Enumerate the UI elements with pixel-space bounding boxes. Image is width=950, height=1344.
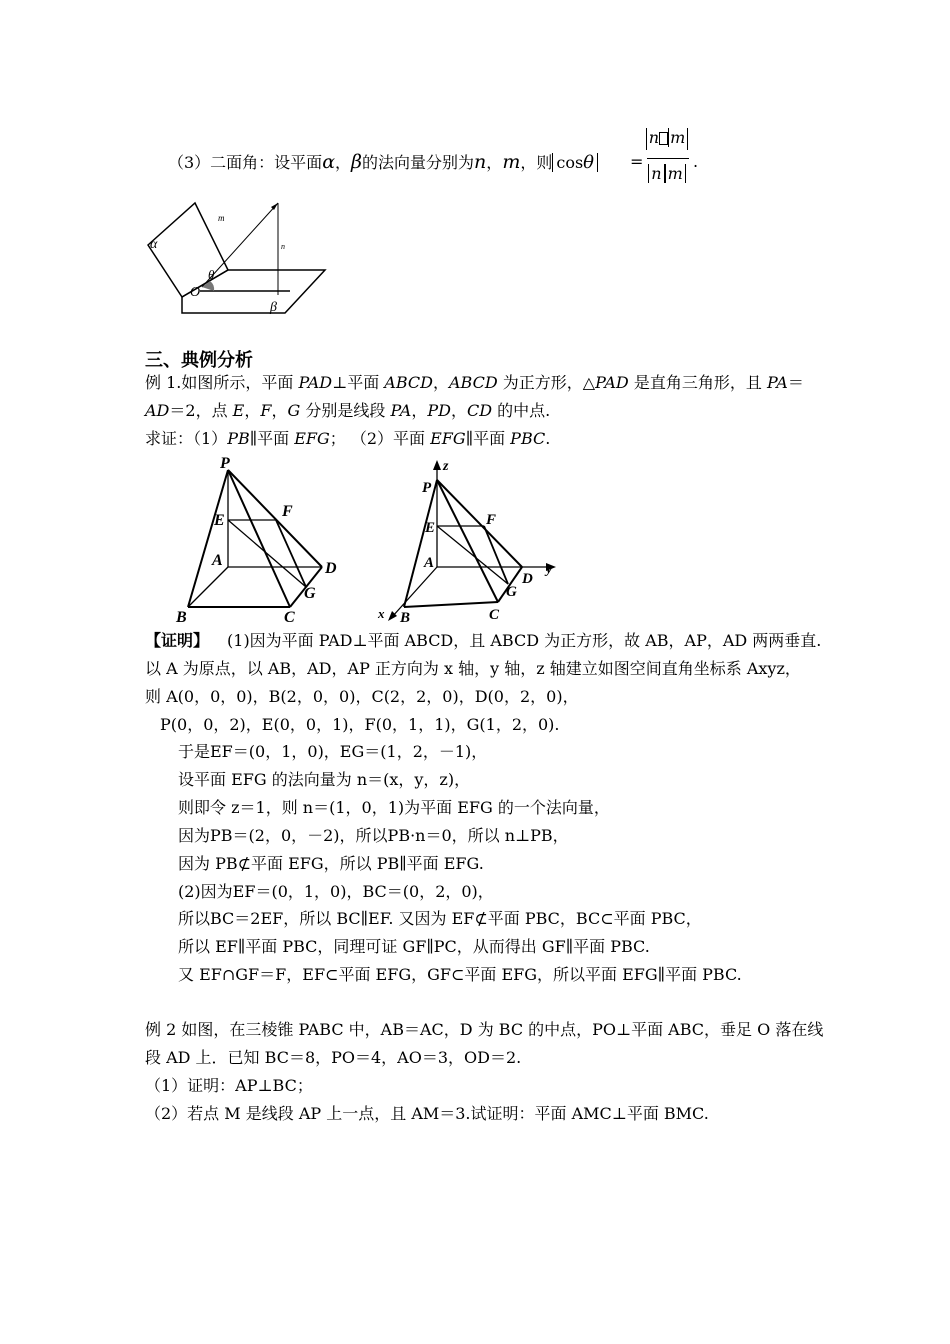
- label-B: B: [176, 609, 187, 626]
- proof-line-5: 于是EF＝(0，1，0)，EG＝(1，2，－1)，: [178, 742, 488, 761]
- label-P: P: [220, 455, 230, 472]
- text: 是直角三角形，且: [628, 373, 767, 392]
- label-G: G: [506, 584, 517, 600]
- ex1-line3: [145, 429, 550, 449]
- fraction-bar: [647, 158, 689, 159]
- label-theta: θ: [208, 267, 215, 282]
- edge-PC: [228, 470, 290, 607]
- edge-BC: [404, 602, 498, 607]
- formula-numerator: [645, 128, 689, 150]
- label-y: y: [546, 562, 553, 577]
- text: ，: [411, 401, 428, 420]
- label-A: A: [212, 552, 223, 569]
- edge-PC: [437, 480, 498, 602]
- ex2-line-1: 例 2 如图，在三棱锥 PABC 中，AB＝AC，D 为 BC 的中点，PO⊥平面 ABC，垂足 O 落在线: [145, 1020, 824, 1039]
- proof-line-13: 又 EF∩GF＝F，EF⊂平面 EFG，GF⊂平面 EFG，所以平面 EFG∥平面 PBC.: [178, 965, 742, 984]
- text: 分别是线段: [300, 401, 391, 420]
- text: ⊥平面: [332, 373, 385, 392]
- equals-sign: =: [630, 152, 644, 171]
- text: 求证：（1）: [145, 429, 228, 448]
- proof-line-6: 设平面 EFG 的法向量为 n＝(x，y，z)，: [178, 770, 471, 789]
- text: G: [287, 401, 301, 420]
- text: ∥平面: [249, 429, 295, 448]
- text: E: [232, 401, 245, 420]
- text: ，: [244, 401, 261, 420]
- section-title: 三、典例分析: [145, 350, 253, 371]
- ex1-line2: [145, 401, 550, 421]
- text: ，: [432, 373, 449, 392]
- edge-PD: [437, 480, 522, 567]
- text: EFG: [294, 429, 330, 448]
- label-A: A: [424, 555, 435, 571]
- cos-text: cos: [556, 153, 584, 172]
- den-n: n: [648, 164, 664, 183]
- text: PB: [227, 429, 250, 448]
- segment-EG: [437, 526, 508, 584]
- coordinate-pyramid-figure: [372, 452, 562, 627]
- proof-line-8: 因为PB＝(2，0，－2)，所以PB·n＝0，所以 n⊥PB，: [178, 826, 569, 845]
- ex2-line-2: 段 AD 上．已知 BC＝8，PO＝4，AO＝3，OD＝2.: [145, 1048, 522, 1067]
- label-B: B: [400, 610, 411, 626]
- text: PBC: [510, 429, 546, 448]
- text: PA: [390, 401, 412, 420]
- label-D: D: [522, 571, 533, 587]
- ex2-line-3: （1）证明：AP⊥BC；: [145, 1076, 313, 1095]
- label-D: D: [325, 560, 337, 577]
- text: ＝: [787, 373, 804, 392]
- dihedral-label: （3）二面角：设平面: [168, 153, 323, 172]
- label-z: z: [443, 459, 449, 474]
- proof-line-9: 因为 PB⊄平面 EFG，所以 PB∥平面 EFG.: [178, 854, 484, 873]
- text: PA: [766, 373, 788, 392]
- label-beta: β: [270, 300, 277, 315]
- sep: ，: [335, 153, 352, 172]
- theta-symbol: θ: [583, 152, 595, 173]
- text: AD: [145, 401, 170, 420]
- label-E: E: [214, 512, 225, 529]
- label-O: O: [190, 285, 201, 300]
- segment-FG: [276, 520, 306, 587]
- alpha-symbol: α: [322, 151, 336, 173]
- pyramid-figure: [170, 452, 350, 627]
- sep: ，: [486, 153, 503, 172]
- axis-x: [392, 567, 437, 617]
- text: 例 1.如图所示，平面: [145, 373, 299, 392]
- text: PD: [427, 401, 451, 420]
- text: CD: [466, 401, 493, 420]
- text: PAD: [298, 373, 333, 392]
- dihedral-formula-line: [168, 152, 598, 173]
- label-m: m: [218, 213, 225, 223]
- label-F: F: [486, 512, 497, 528]
- text: .: [545, 429, 551, 448]
- proof-label: 【证明】: [145, 631, 210, 650]
- proof-line-11: 所以BC＝2EF，所以 BC∥EF. 又因为 EF⊄平面 PBC，BC⊂平面 PBC，: [178, 909, 702, 928]
- segment-EG: [228, 520, 306, 587]
- den-m: m: [665, 164, 686, 183]
- text: ∥平面: [465, 429, 511, 448]
- label-E: E: [425, 520, 436, 536]
- label-G: G: [304, 585, 316, 602]
- proof-line-1: [145, 631, 821, 651]
- num-n: n: [648, 128, 660, 147]
- proof-line-7: 则即令 z＝1，则 n＝(1，0，1)为平面 EFG 的一个法向量，: [178, 798, 610, 817]
- label-C: C: [489, 607, 500, 623]
- ex2-line-4: （2）若点 M 是线段 AP 上一点，且 AM＝3.试证明：平面 AMC⊥平面 BMC.: [145, 1104, 709, 1123]
- proof-line-2: 以 A 为原点，以 AB，AD，AP 正方向为 x 轴，y 轴，z 轴建立如图空间直角坐标系 Axyz，: [145, 659, 801, 678]
- label-C: C: [284, 609, 295, 626]
- beta-symbol: β: [351, 151, 363, 173]
- proof-line-4: P(0，0，2)，E(0，0，1)，F(0，1，1)，G(1，2，0).: [160, 715, 560, 734]
- edge-PD: [228, 470, 322, 567]
- dihedral-then: ，则: [520, 153, 553, 172]
- label-x: x: [378, 606, 385, 621]
- text: ABCD: [448, 373, 498, 392]
- label-P: P: [422, 480, 432, 496]
- text: ； （2）平面: [329, 429, 431, 448]
- text: F: [260, 401, 272, 420]
- edge-PB: [404, 480, 437, 607]
- text: PAD: [595, 373, 629, 392]
- text: 为正方形，△: [497, 373, 596, 392]
- text: ＝2，点: [169, 401, 233, 420]
- formula-end: .: [693, 152, 699, 171]
- segment-FG: [484, 526, 508, 584]
- dihedral-mid: 的法向量分别为: [362, 153, 475, 172]
- dihedral-angle-figure: [140, 195, 335, 320]
- proof-line-12: 所以 EF∥平面 PBC，同理可证 GF∥PC，从而得出 GF∥平面 PBC.: [178, 937, 650, 956]
- text: 的中点.: [492, 401, 551, 420]
- label-F: F: [282, 503, 293, 520]
- plane-alpha: [148, 203, 228, 297]
- num-m: m: [670, 128, 686, 147]
- proof-line-3: 则 A(0，0，0)，B(2，0，0)，C(2，2，0)，D(0，2，0)，: [145, 687, 579, 706]
- arrowhead-z-icon: [433, 460, 441, 470]
- proof-line-10: (2)因为EF＝(0，1，0)，BC＝(0，2，0)，: [178, 882, 494, 901]
- placeholder-box-icon: [659, 132, 668, 145]
- ex1-line1: [145, 373, 804, 393]
- vector-m: m: [502, 151, 521, 173]
- label-n: n: [281, 242, 285, 251]
- vector-n: n: [474, 151, 487, 173]
- label-alpha: α: [150, 237, 158, 252]
- text: EFG: [430, 429, 466, 448]
- text: ABCD: [384, 373, 433, 392]
- formula-denominator: [645, 164, 689, 186]
- text: ，: [450, 401, 467, 420]
- text: ，: [271, 401, 288, 420]
- proof-text: (1)因为平面 PAD⊥平面 ABCD，且 ABCD 为正方形，故 AB，AP，AD 两两垂直.: [227, 631, 822, 650]
- abs-cos-theta: [552, 153, 598, 172]
- theta-arc: [202, 281, 214, 291]
